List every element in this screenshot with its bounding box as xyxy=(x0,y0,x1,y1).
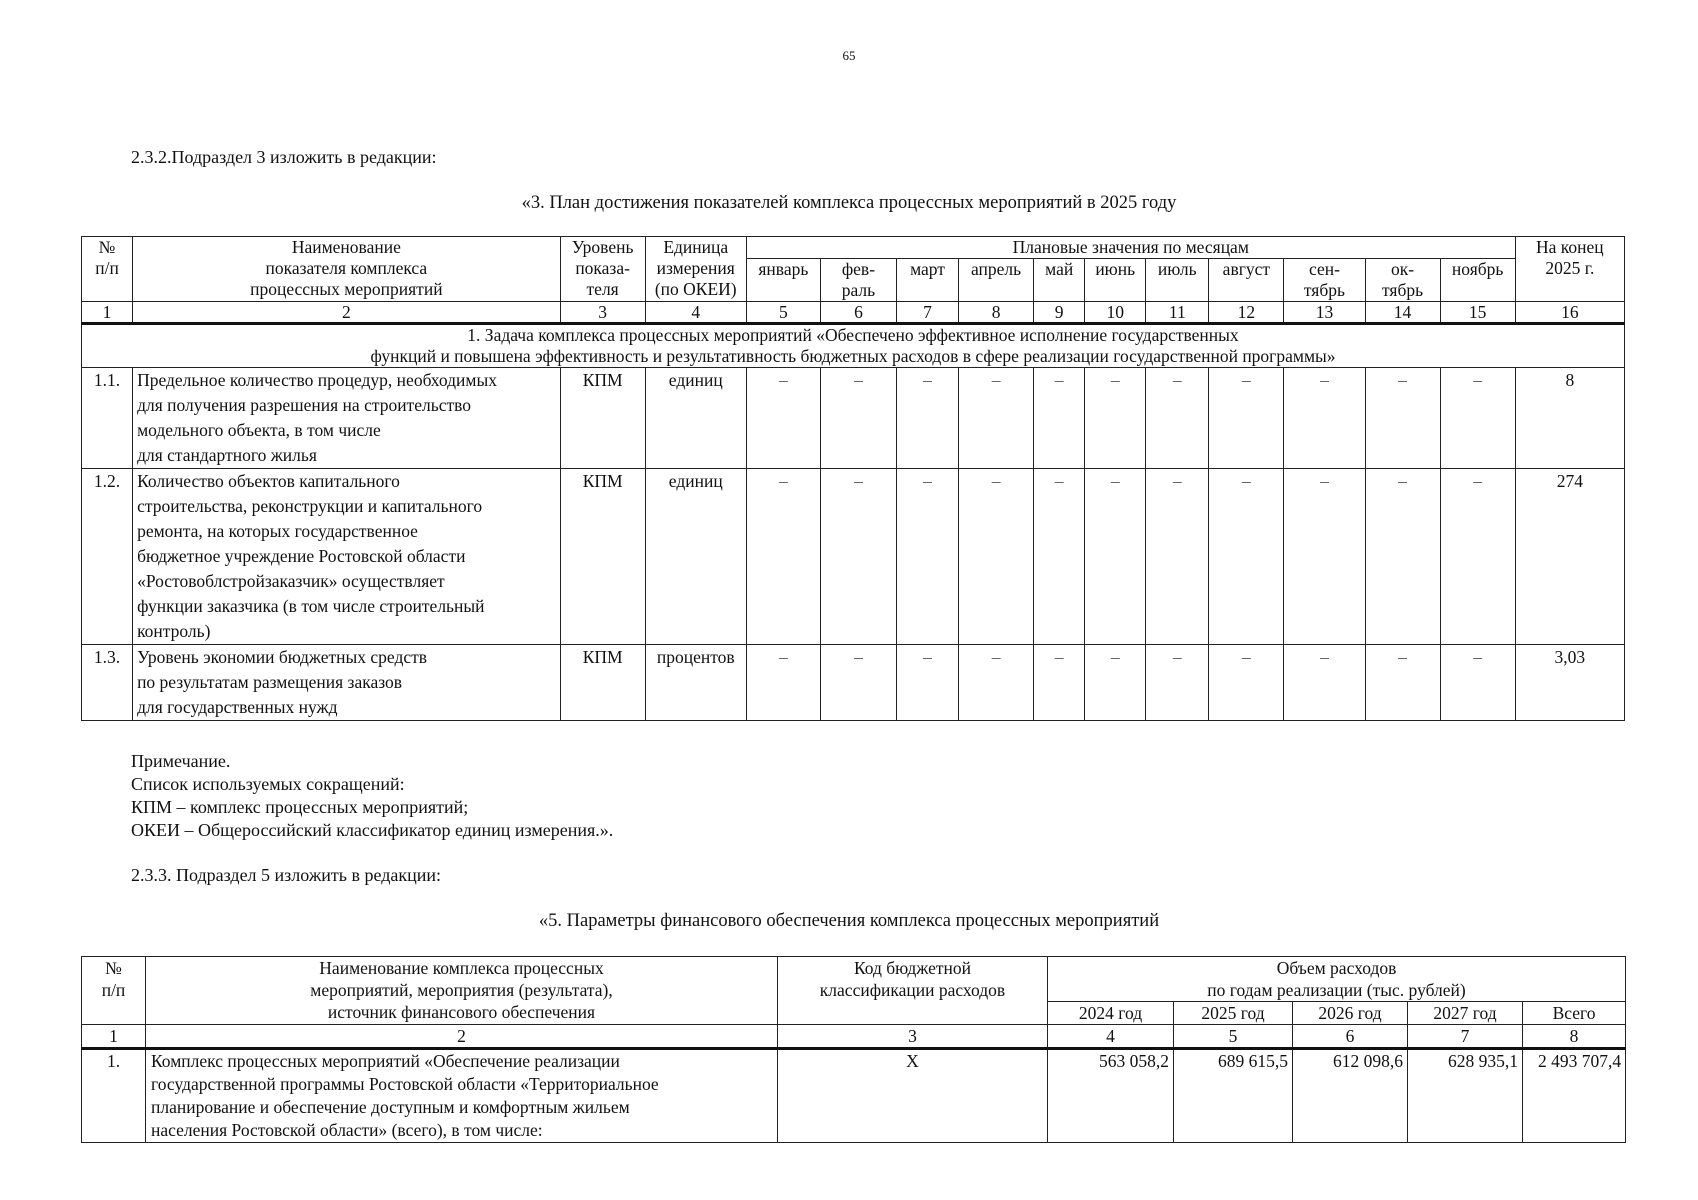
month-value: – xyxy=(1034,645,1085,721)
month-value: – xyxy=(1284,469,1365,645)
month-value: – xyxy=(1440,368,1515,469)
month-value: – xyxy=(1209,469,1284,645)
text-line: модельного объекта, в том числе xyxy=(137,420,381,440)
text-line: март xyxy=(910,259,945,279)
fin-header-name xyxy=(146,957,778,1025)
text-line: Наименование комплекса процессных xyxy=(319,958,604,978)
budget-code: Х xyxy=(778,1049,1048,1143)
month-value: – xyxy=(1085,469,1146,645)
header-month xyxy=(1284,259,1365,302)
indicator-level: КПМ xyxy=(560,368,645,469)
row-num: 1.2. xyxy=(82,469,133,645)
text-line: январь xyxy=(758,259,809,279)
month-value: – xyxy=(1209,645,1284,721)
text-line: тябрь xyxy=(1303,280,1345,300)
header-month xyxy=(746,259,820,302)
year-end-value: 3,03 xyxy=(1515,645,1624,721)
column-number: 11 xyxy=(1146,302,1209,324)
text-line: апрель xyxy=(971,259,1022,279)
column-number: 2 xyxy=(146,1025,778,1049)
month-value: – xyxy=(1365,368,1440,469)
column-number: 3 xyxy=(560,302,645,324)
text-line: Уровень экономии бюджетных средств xyxy=(137,647,428,667)
text-line: Объем расходов xyxy=(1276,958,1397,978)
text-line: Комплекс процессных мероприятий «Обеспечение реализации xyxy=(151,1051,620,1071)
month-value: – xyxy=(746,645,820,721)
header-month xyxy=(959,259,1034,302)
program-name xyxy=(146,1049,778,1143)
text-line: контроль) xyxy=(137,621,211,641)
text-line: тябрь xyxy=(1381,280,1424,300)
header-indicator-name xyxy=(133,237,561,302)
text-line: 1. Задача комплекса процессных мероприятий «Обеспечено эффективное исполнение государственных xyxy=(467,325,1239,345)
column-number: 4 xyxy=(645,302,746,324)
indicators-plan-table xyxy=(81,236,1625,721)
fin-header-volume xyxy=(1048,957,1626,1002)
header-year: 2024 год xyxy=(1048,1002,1174,1025)
text-line: показателя комплекса xyxy=(265,258,428,278)
text-line: для стандартного жилья xyxy=(137,445,317,465)
header-num xyxy=(82,237,133,302)
text-line: мероприятий, мероприятия (результата), xyxy=(310,980,613,1000)
row-num: 1.1. xyxy=(82,368,133,469)
month-value: – xyxy=(1034,368,1085,469)
month-value: – xyxy=(1146,645,1209,721)
fin-header-code xyxy=(778,957,1048,1025)
indicator-level: КПМ xyxy=(560,469,645,645)
column-number: 2 xyxy=(133,302,561,324)
indicator-row xyxy=(82,469,1625,645)
text-line: май xyxy=(1045,259,1074,279)
month-value: – xyxy=(1284,645,1365,721)
text-line: «Ростовоблстройзаказчик» осуществляет xyxy=(137,571,445,591)
month-value: – xyxy=(1440,469,1515,645)
column-number: 16 xyxy=(1515,302,1624,324)
financing-row xyxy=(82,1049,1626,1143)
column-number: 3 xyxy=(778,1025,1048,1049)
text-line: Список используемых сокращений: xyxy=(131,774,405,794)
indicator-unit: процентов xyxy=(645,645,746,721)
page-number: 65 xyxy=(842,48,856,63)
text-line: Предельное количество процедур, необходимых xyxy=(137,370,497,390)
month-value: – xyxy=(1146,469,1209,645)
column-number: 7 xyxy=(896,302,958,324)
fin-column-numbers-row xyxy=(82,1025,1626,1049)
text-line: Уровень xyxy=(571,237,634,257)
month-value: – xyxy=(1146,368,1209,469)
header-month xyxy=(1085,259,1146,302)
month-value: – xyxy=(896,368,958,469)
text-line: измерения xyxy=(656,258,735,278)
header-month xyxy=(896,259,958,302)
header-month xyxy=(1034,259,1085,302)
month-value: – xyxy=(1034,469,1085,645)
month-value: – xyxy=(959,368,1034,469)
year-amount: 612 098,6 xyxy=(1293,1049,1408,1143)
text-line: бюджетное учреждение Ростовской области xyxy=(137,546,466,566)
text-line: процессных мероприятий xyxy=(250,279,443,299)
column-number: 6 xyxy=(820,302,896,324)
text-line: Наименование xyxy=(291,237,401,257)
text-line: населения Ростовской области» (всего), в том числе: xyxy=(151,1120,543,1140)
text-line: по годам реализации (тыс. рублей) xyxy=(1207,980,1466,1000)
header-year: 2027 год xyxy=(1408,1002,1523,1025)
text-line: показа- xyxy=(575,258,630,278)
indicator-name xyxy=(133,368,561,469)
text-line: фев- xyxy=(841,259,876,279)
header-plan-values: Плановые значения по месяцам xyxy=(746,237,1515,259)
month-value: – xyxy=(1085,368,1146,469)
text-line: август xyxy=(1222,259,1271,279)
text-line: функции заказчика (в том числе строительный xyxy=(137,596,485,616)
text-line: функций и повышена эффективность и результативность бюджетных расходов в сфере реализации государственной программы» xyxy=(370,346,1336,366)
header-unit xyxy=(645,237,746,302)
text-line: На конец xyxy=(1536,237,1604,257)
text-line: строительства, реконструкции и капитального xyxy=(137,496,483,516)
text-line: сен- xyxy=(1308,259,1340,279)
text-line: п/п xyxy=(95,258,119,278)
text-line: Код бюджетной xyxy=(853,958,972,978)
year-amount: 563 058,2 xyxy=(1048,1049,1174,1143)
text-line: (по ОКЕИ) xyxy=(654,279,737,299)
text-line: № xyxy=(98,237,116,257)
text-line: п/п xyxy=(101,980,126,1000)
indicators-body xyxy=(82,368,1625,721)
text-line: раль xyxy=(841,280,876,300)
text-line: планирование и обеспечение доступным и комфортным жильем xyxy=(151,1097,630,1117)
year-amount: 628 935,1 xyxy=(1408,1049,1523,1143)
month-value: – xyxy=(1284,368,1365,469)
financing-table xyxy=(81,956,1626,1143)
text-line: для государственных нужд xyxy=(137,697,338,717)
paragraph-2-3-3: 2.3.3. Подраздел 5 изложить в редакции: xyxy=(131,865,442,885)
indicator-unit: единиц xyxy=(645,368,746,469)
row-num: 1. xyxy=(82,1049,146,1143)
year-amount: 689 615,5 xyxy=(1174,1049,1293,1143)
month-value: – xyxy=(746,368,820,469)
text-line: источник финансового обеспечения xyxy=(327,1002,596,1022)
indicator-level: КПМ xyxy=(560,645,645,721)
text-line: ноябрь xyxy=(1451,259,1504,279)
indicator-row xyxy=(82,645,1625,721)
indicator-name xyxy=(133,469,561,645)
indicator-row xyxy=(82,368,1625,469)
text-line: Количество объектов капитального xyxy=(137,471,400,491)
month-value: – xyxy=(1440,645,1515,721)
column-numbers-row xyxy=(82,302,1625,324)
text-line: теля xyxy=(586,279,619,299)
row-num: 1.3. xyxy=(82,645,133,721)
month-value: – xyxy=(820,645,896,721)
text-line: ремонта, на которых государственное xyxy=(137,521,418,541)
fin-header-num xyxy=(82,957,146,1025)
table2-title: «5. Параметры финансового обеспечения комплекса процессных мероприятий xyxy=(538,911,1160,931)
year-amount: 2 493 707,4 xyxy=(1523,1049,1626,1143)
month-value: – xyxy=(1365,645,1440,721)
column-number: 12 xyxy=(1209,302,1284,324)
month-value: – xyxy=(896,645,958,721)
column-number: 13 xyxy=(1284,302,1365,324)
month-value: – xyxy=(959,469,1034,645)
column-number: 10 xyxy=(1085,302,1146,324)
month-value: – xyxy=(746,469,820,645)
month-value: – xyxy=(1365,469,1440,645)
year-end-value: 274 xyxy=(1515,469,1624,645)
header-year: Всего xyxy=(1523,1002,1626,1025)
text-line: ок- xyxy=(1390,259,1415,279)
month-value: – xyxy=(959,645,1034,721)
text-line: Единица xyxy=(663,237,729,257)
month-value: – xyxy=(820,469,896,645)
header-month xyxy=(1146,259,1209,302)
text-line: 2025 г. xyxy=(1545,258,1595,278)
month-value: – xyxy=(896,469,958,645)
financing-body xyxy=(82,1049,1626,1143)
header-month xyxy=(1365,259,1440,302)
column-number: 5 xyxy=(746,302,820,324)
text-line: классификации расходов xyxy=(819,980,1006,1000)
column-number: 6 xyxy=(1293,1025,1408,1049)
header-year: 2025 год xyxy=(1174,1002,1293,1025)
column-number: 9 xyxy=(1034,302,1085,324)
header-month xyxy=(1209,259,1284,302)
header-month xyxy=(820,259,896,302)
column-number: 14 xyxy=(1365,302,1440,324)
year-end-value: 8 xyxy=(1515,368,1624,469)
text-line: по результатам размещения заказов xyxy=(137,672,403,692)
task-row xyxy=(82,324,1625,368)
column-number: 8 xyxy=(959,302,1034,324)
text-line: июль xyxy=(1157,259,1197,279)
column-number: 15 xyxy=(1440,302,1515,324)
table1-title: «3. План достижения показателей комплекса процессных мероприятий в 2025 году xyxy=(521,193,1177,213)
month-value: – xyxy=(820,368,896,469)
column-number: 8 xyxy=(1523,1025,1626,1049)
indicator-unit: единиц xyxy=(645,469,746,645)
text-line: июнь xyxy=(1095,259,1136,279)
month-value: – xyxy=(1085,645,1146,721)
header-month xyxy=(1440,259,1515,302)
paragraph-2-3-2: 2.3.2.Подраздел 3 изложить в редакции: xyxy=(131,147,437,167)
text-line: № xyxy=(105,958,122,978)
text-line: для получения разрешения на строительство xyxy=(137,395,471,415)
text-line: ОКЕИ – Общероссийский классификатор единиц измерения.». xyxy=(131,820,614,840)
month-value: – xyxy=(1209,368,1284,469)
header-level xyxy=(560,237,645,302)
text-line: Примечание. xyxy=(131,751,231,771)
note-block xyxy=(131,750,613,842)
column-number: 7 xyxy=(1408,1025,1523,1049)
column-number: 5 xyxy=(1174,1025,1293,1049)
column-number: 4 xyxy=(1048,1025,1174,1049)
header-year-end xyxy=(1515,237,1624,302)
column-number: 1 xyxy=(82,302,133,324)
text-line: КПМ – комплекс процессных мероприятий; xyxy=(131,797,469,817)
text-line: государственной программы Ростовской области «Территориальное xyxy=(151,1074,659,1094)
column-number: 1 xyxy=(82,1025,146,1049)
indicator-name xyxy=(133,645,561,721)
header-year: 2026 год xyxy=(1293,1002,1408,1025)
